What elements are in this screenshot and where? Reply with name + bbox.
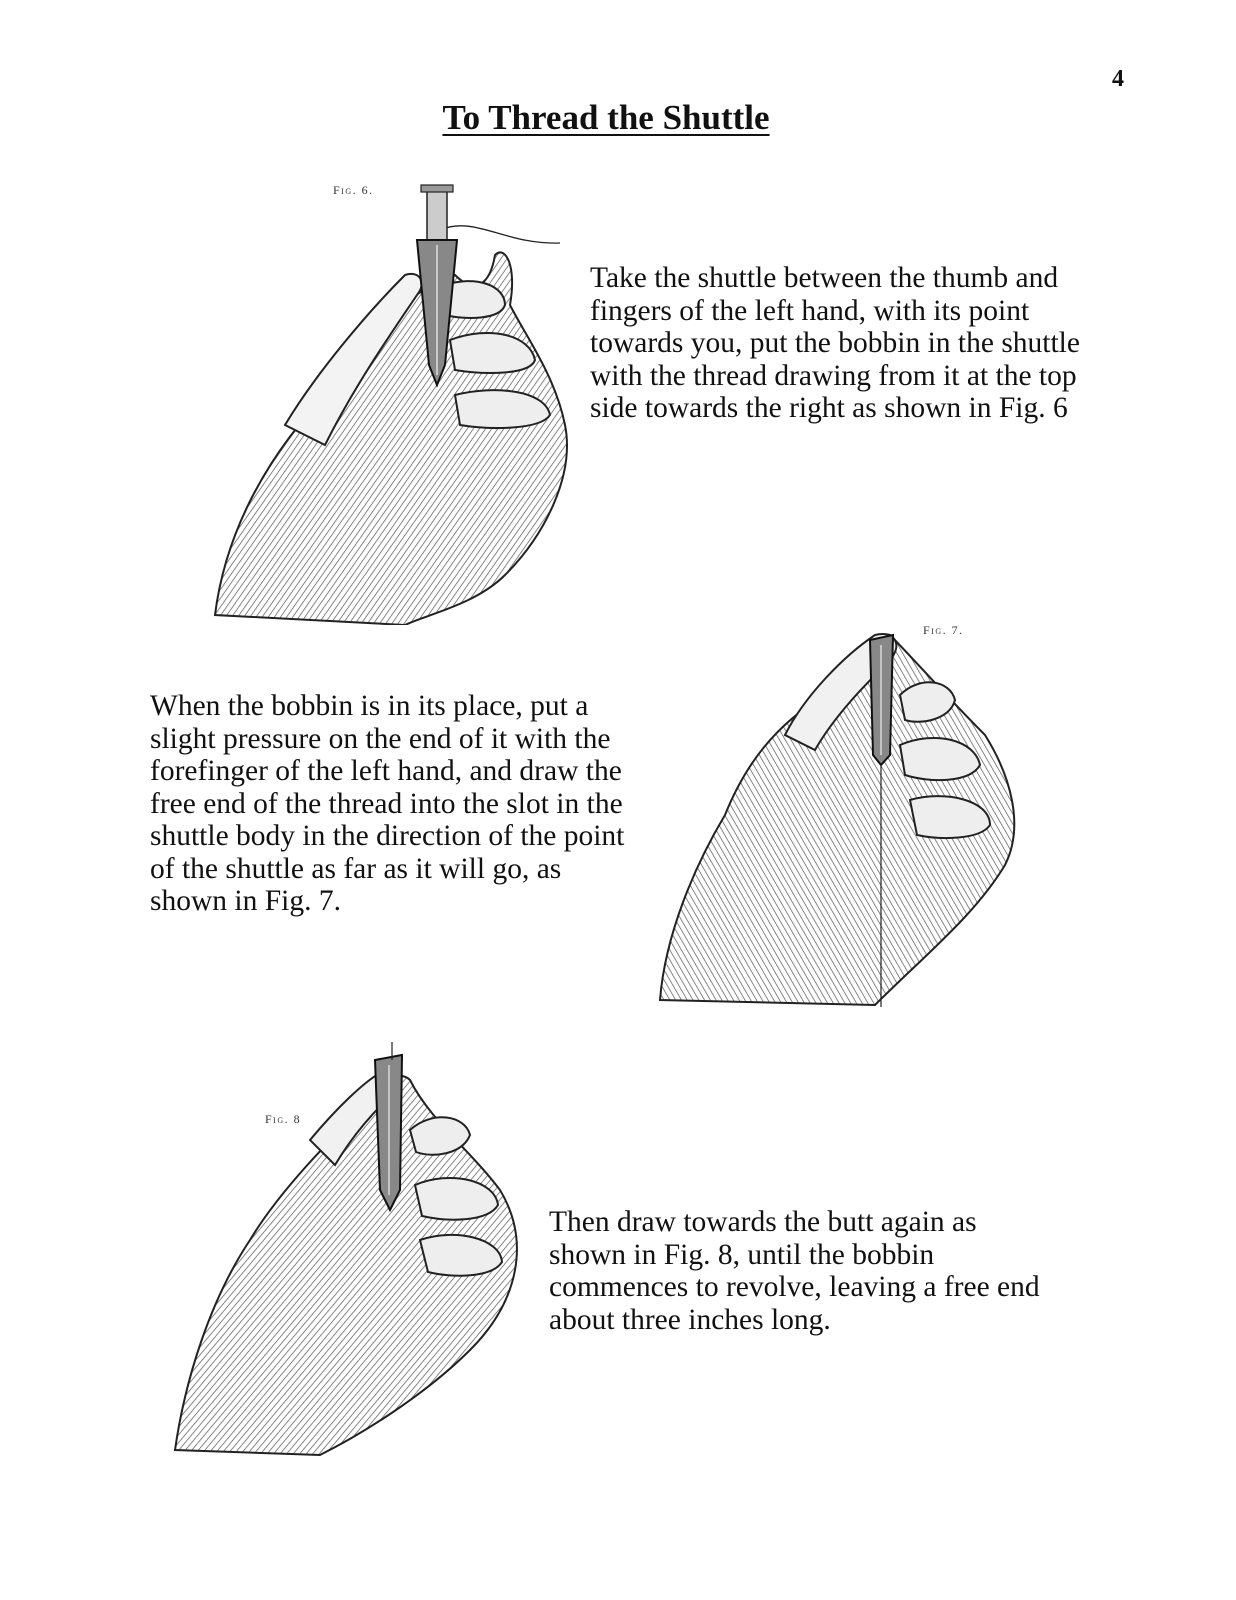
instruction-paragraph-3: Then draw towards the butt again as shown in Fig. 8, until the bobbin commences to revolve, leaving a free end about three inches long.: [549, 1206, 1040, 1336]
figure-7-caption: Fig. 7.: [923, 623, 964, 637]
page-title: To Thread the Shuttle: [442, 98, 770, 137]
figure-6-caption: Fig. 6.: [333, 183, 374, 197]
figure-8: [170, 1040, 540, 1460]
hand-holding-shuttle-illustration-icon: [170, 1040, 540, 1460]
page-number: 4: [1112, 66, 1124, 92]
figure-7: [655, 615, 1025, 1010]
instruction-paragraph-1: Take the shuttle between the thumb and fingers of the left hand, with its point towards you, put the bobbin in the shuttle with the thread drawing from it at the top side towards the right as shown in Fig. 6: [590, 262, 1080, 424]
hand-holding-shuttle-illustration-icon: [655, 615, 1025, 1010]
hand-holding-shuttle-illustration-icon: [205, 175, 580, 625]
figure-6: [205, 175, 580, 625]
instruction-paragraph-2: When the bobbin is in its place, put a slight pressure on the end of it with the forefinger of the left hand, and draw the free end of the thread into the slot in the shuttle body in the direction of the point of the shuttle as far as it will go, as shown in Fig. 7.: [150, 690, 625, 917]
figure-8-caption: Fig. 8: [265, 1112, 302, 1126]
